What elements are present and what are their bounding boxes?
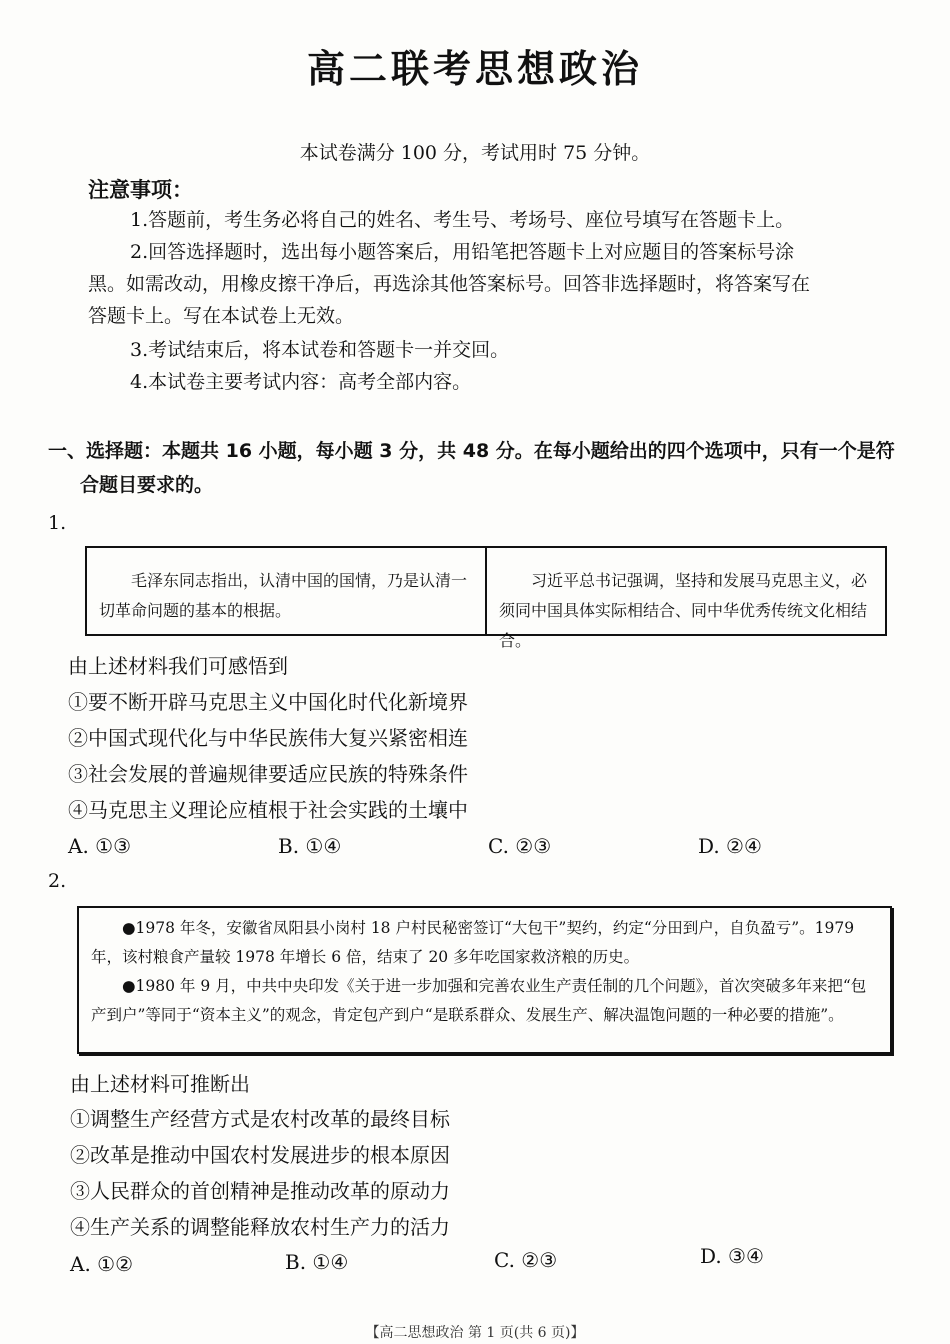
- answer-choice-a[interactable]: A. ①③: [68, 834, 132, 858]
- answer-choice-d[interactable]: D. ③④: [700, 1244, 764, 1268]
- material-text: 毛泽东同志指出，认清中国的国情，乃是认清一切革命问题的基本的根据。: [99, 571, 468, 620]
- material-box: [77, 906, 892, 1054]
- answer-choice-a[interactable]: A. ①②: [70, 1252, 134, 1276]
- statement-option: ③社会发展的普遍规律要适应民族的特殊条件: [68, 762, 468, 786]
- section-line: 合题目要求的。: [80, 474, 214, 496]
- statement-option: ③人民群众的首创精神是推动改革的原动力: [70, 1179, 450, 1203]
- notice-item: 3.考试结束后，将本试卷和答题卡一并交回。: [130, 339, 510, 361]
- material-box: [85, 546, 887, 650]
- material-paragraph: ●1980 年 9 月，中共中央印发《关于进一步加强和完善农业生产责任制的几个问题》，首次突破多年来把“包产到户”等同于“资本主义”的观念，肯定包产到户“是联系群众、发展生产、解决温饱问题的一种必要的措施”。: [91, 977, 867, 1024]
- answer-choice-b[interactable]: B. ①④: [278, 834, 342, 858]
- question-stem: 由上述材料可推断出: [70, 1072, 250, 1096]
- material-paragraph: ●1978 年冬，安徽省凤阳县小岗村 18 户村民秘密签订“大包干”契约，约定“分田到户，自负盈亏”。1979 年，该村粮食产量较 1978 年增长 6 倍，结束了 20 多年吃国家救济粮的历史。: [91, 919, 855, 966]
- answer-choice-b[interactable]: B. ①④: [285, 1250, 349, 1274]
- material-left: [87, 548, 485, 634]
- section-line: 一、选择题：本题共 16 小题，每小题 3 分，共 48 分。在每小题给出的四个选项中，只有一个是符: [48, 440, 895, 462]
- notice-item: 答题卡上。写在本试卷上无效。: [88, 305, 355, 327]
- question-stem: 由上述材料我们可感悟到: [68, 654, 288, 678]
- statement-option: ④马克思主义理论应植根于社会实践的土壤中: [68, 798, 468, 822]
- section-heading: [48, 434, 918, 502]
- answer-choice-d[interactable]: D. ②④: [698, 834, 762, 858]
- statement-option: ④生产关系的调整能释放农村生产力的活力: [70, 1215, 450, 1239]
- answer-choice-c[interactable]: C. ②③: [494, 1248, 558, 1272]
- notice-item: 1.答题前，考生务必将自己的姓名、考生号、考场号、座位号填写在答题卡上。: [130, 209, 795, 231]
- page-footer: 【高二思想政治 第 1 页(共 6 页)】: [365, 1325, 585, 1341]
- notice-item: 2.回答选择题时，选出每小题答案后，用铅笔把答题卡上对应题目的答案标号涂: [130, 241, 795, 263]
- question-number: 2.: [48, 870, 67, 892]
- statement-option: ②中国式现代化与中华民族伟大复兴紧密相连: [68, 726, 468, 750]
- exam-meta: 本试卷满分 100 分，考试用时 75 分钟。: [299, 142, 651, 164]
- page-title: 高二联考思想政治: [306, 47, 643, 91]
- notice-item: 4.本试卷主要考试内容：高考全部内容。: [130, 371, 472, 393]
- question-number: 1.: [48, 512, 67, 534]
- answer-choice-c[interactable]: C. ②③: [488, 834, 552, 858]
- statement-option: ①要不断开辟马克思主义中国化时代化新境界: [68, 690, 468, 714]
- statement-option: ①调整生产经营方式是农村改革的最终目标: [70, 1107, 450, 1131]
- material-text: 习近平总书记强调，坚持和发展马克思主义，必须同中国具体实际相结合、同中华优秀传统文化相结合。: [499, 571, 868, 650]
- notice-heading: 注意事项：: [88, 178, 193, 202]
- material-right: [485, 548, 885, 650]
- notice-item: 黑。如需改动，用橡皮擦干净后，再选涂其他答案标号。回答非选择题时，将答案写在: [88, 273, 811, 295]
- statement-option: ②改革是推动中国农村发展进步的根本原因: [70, 1143, 450, 1167]
